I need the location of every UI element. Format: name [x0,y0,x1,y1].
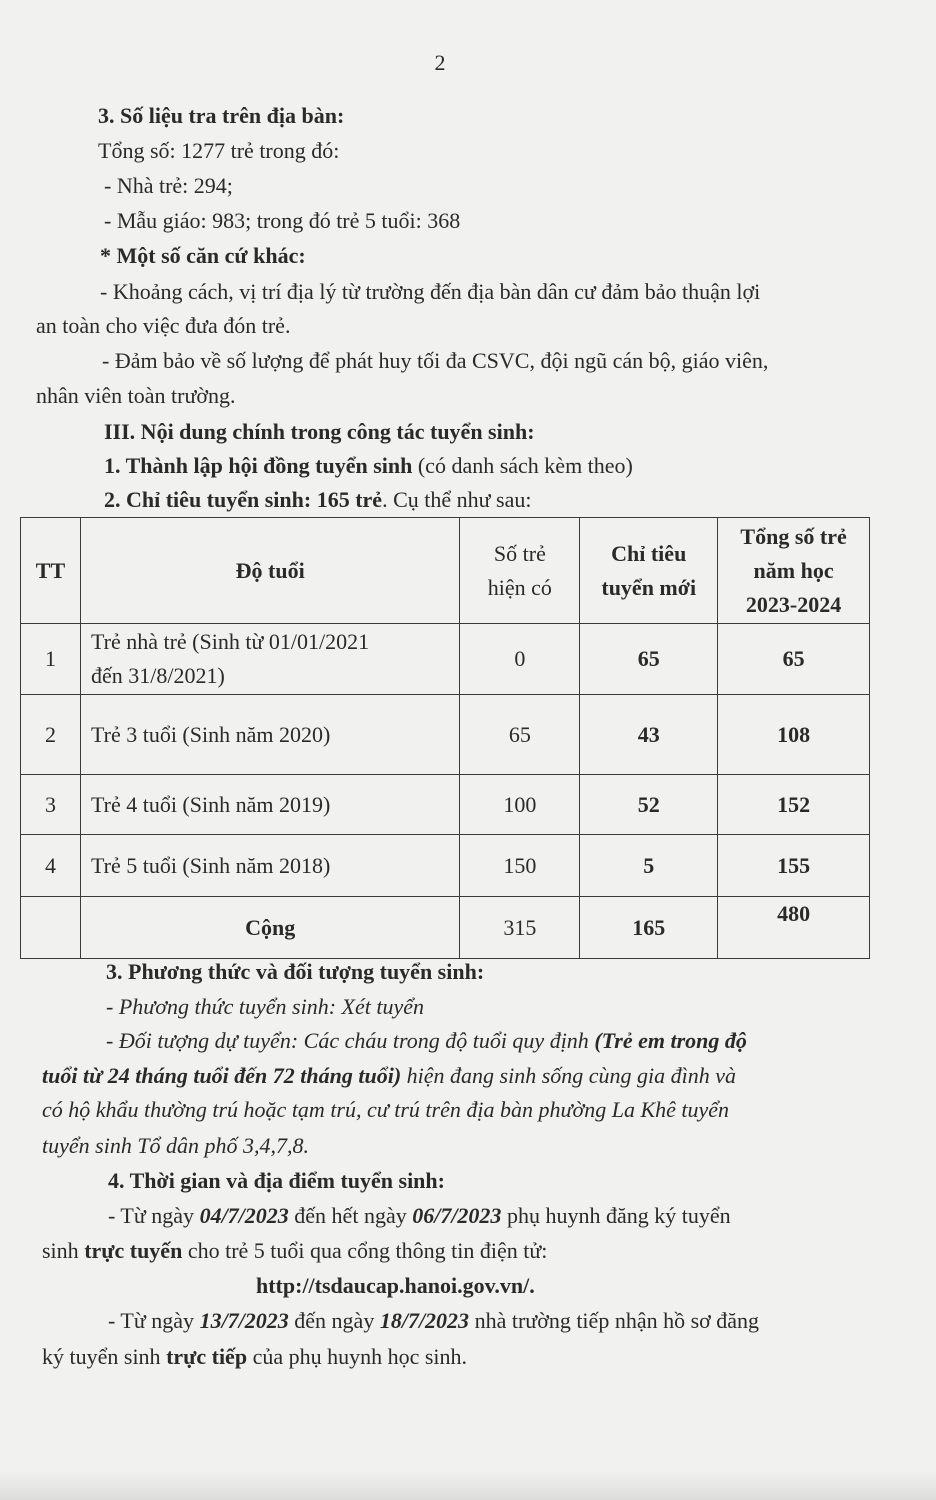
l1-c: đến hết ngày [288,1203,413,1228]
row1-quota: 65 [580,624,718,695]
item1-bold: 1. Thành lập hội đồng tuyển sinh [104,453,413,478]
row2-current: 65 [460,695,580,775]
row2-total: 108 [718,695,870,775]
section3b-heading: 3. Phương thức và đối tượng tuyển sinh: [106,959,485,984]
header-current-a: Số trẻ [493,540,546,566]
table-row [21,695,870,775]
section-iii-item1 [104,451,633,481]
header-quota-b: tuyển mới [601,574,697,600]
target-a1: - Đối tượng dự tuyển: Các cháu trong độ tuổi quy định [106,1028,595,1053]
header-total-b: năm học [753,557,834,583]
header-tt: TT [21,518,81,624]
sum-total: 480 [718,897,870,959]
row2-quota: 43 [580,695,718,775]
l3-c: đến ngày [288,1308,380,1333]
l1-e: phụ huynh đăng ký tuyển [501,1203,731,1228]
other-1a: - Khoảng cách, vị trí địa lý từ trường đến địa bàn dân cư đảm bảo thuận lợi [100,279,761,304]
l4-direct: trực tiếp [166,1344,248,1369]
l3-e: nhà trường tiếp nhận hồ sơ đăng [469,1308,760,1333]
l3-date-end: 18/7/2023 [379,1308,470,1333]
section3b-target-d: tuyển sinh Tổ dân phố 3,4,7,8. [42,1133,310,1158]
table-row [21,624,870,695]
row1-age [80,624,459,695]
row1-age-a: Trẻ nhà trẻ (Sinh từ 01/01/2021 [90,629,370,654]
row3-current: 100 [460,775,580,835]
header-current-b: hiện có [487,574,552,600]
section4-line3 [108,1306,759,1336]
section-iii-heading: III. Nội dung chính trong công tác tuyển sinh: [104,419,535,444]
section3b-method: - Phương thức tuyển sinh: Xét tuyển [106,994,424,1019]
l2-a: sinh [42,1238,85,1263]
sum-current: 315 [460,897,580,959]
l4-c: của phụ huynh học sinh. [247,1344,468,1369]
enrollment-table [20,517,870,959]
l3-date-start: 13/7/2023 [199,1308,289,1333]
section3-kindergarten: - Mẫu giáo: 983; trong đó trẻ 5 tuổi: 368 [104,208,461,233]
header-current [460,518,580,624]
l3-a: - Từ ngày [108,1308,200,1333]
other-1b: an toàn cho việc đưa đón trẻ. [36,313,291,338]
row4-tt: 4 [21,835,81,897]
section3b-target-b [42,1061,736,1091]
l2-online: trực tuyến [84,1238,183,1263]
target-b2: hiện đang sinh sống cùng gia đình và [401,1063,737,1088]
table-row [21,835,870,897]
header-total-a: Tổng số trẻ [740,523,847,549]
section4-line2 [42,1236,547,1266]
row4-quota: 5 [580,835,718,897]
row1-tt: 1 [21,624,81,695]
l1-date-end: 06/7/2023 [412,1203,502,1228]
row4-age: Trẻ 5 tuổi (Sinh năm 2018) [80,835,459,897]
page-bottom-shadow [0,1470,936,1500]
section3-total: Tổng số: 1277 trẻ trong đó: [98,138,340,163]
row4-total: 155 [718,835,870,897]
page-number: 2 [434,50,446,75]
target-a2: (Trẻ em trong độ [594,1028,747,1053]
section3b-target-a [106,1026,747,1056]
section-iii-item2 [104,485,531,515]
header-quota-a: Chỉ tiêu [611,540,687,566]
row3-quota: 52 [580,775,718,835]
section3-nursery: - Nhà trẻ: 294; [104,173,233,198]
item2-rest: . Cụ thể như sau: [382,487,532,512]
item1-rest: (có danh sách kèm theo) [412,453,633,478]
row3-tt: 3 [21,775,81,835]
section4-line1 [108,1201,731,1231]
item2-bold: 2. Chỉ tiêu tuyển sinh: 165 trẻ [104,487,383,512]
sum-quota: 165 [580,897,718,959]
row1-total: 65 [718,624,870,695]
header-total [718,518,870,624]
header-quota [580,518,718,624]
row4-current: 150 [460,835,580,897]
target-b1: tuổi từ 24 tháng tuổi đến 72 tháng tuổi) [42,1063,402,1088]
row3-total: 152 [718,775,870,835]
other-2b: nhân viên toàn trường. [36,383,236,408]
l1-a: - Từ ngày [108,1203,200,1228]
section4-heading: 4. Thời gian và địa điểm tuyển sinh: [108,1168,445,1193]
row1-age-b: đến 31/8/2021) [90,663,225,688]
portal-url: http://tsdaucap.hanoi.gov.vn/. [256,1273,535,1298]
section3b-target-c: có hộ khẩu thường trú hoặc tạm trú, cư trú trên địa bàn phường La Khê tuyển [42,1097,730,1122]
other-heading: * Một số căn cứ khác: [100,243,306,268]
row2-age: Trẻ 3 tuổi (Sinh năm 2020) [80,695,459,775]
row3-age: Trẻ 4 tuổi (Sinh năm 2019) [80,775,459,835]
table-header-row [21,518,870,624]
other-2a: - Đảm bảo về số lượng để phát huy tối đa CSVC, đội ngũ cán bộ, giáo viên, [102,348,769,373]
section4-line4 [42,1342,467,1372]
header-total-c: 2023-2024 [745,591,842,617]
l1-date-start: 04/7/2023 [199,1203,289,1228]
sum-label: Cộng [80,897,459,959]
section3-heading: 3. Số liệu tra trên địa bàn: [98,103,345,128]
table-sum-row [21,897,870,959]
table-row [21,775,870,835]
sum-tt [21,897,81,959]
header-age: Độ tuổi [80,518,459,624]
l4-a: ký tuyển sinh [42,1344,167,1369]
row1-current: 0 [460,624,580,695]
row2-tt: 2 [21,695,81,775]
l2-c: cho trẻ 5 tuổi qua cổng thông tin điện tử: [182,1238,548,1263]
